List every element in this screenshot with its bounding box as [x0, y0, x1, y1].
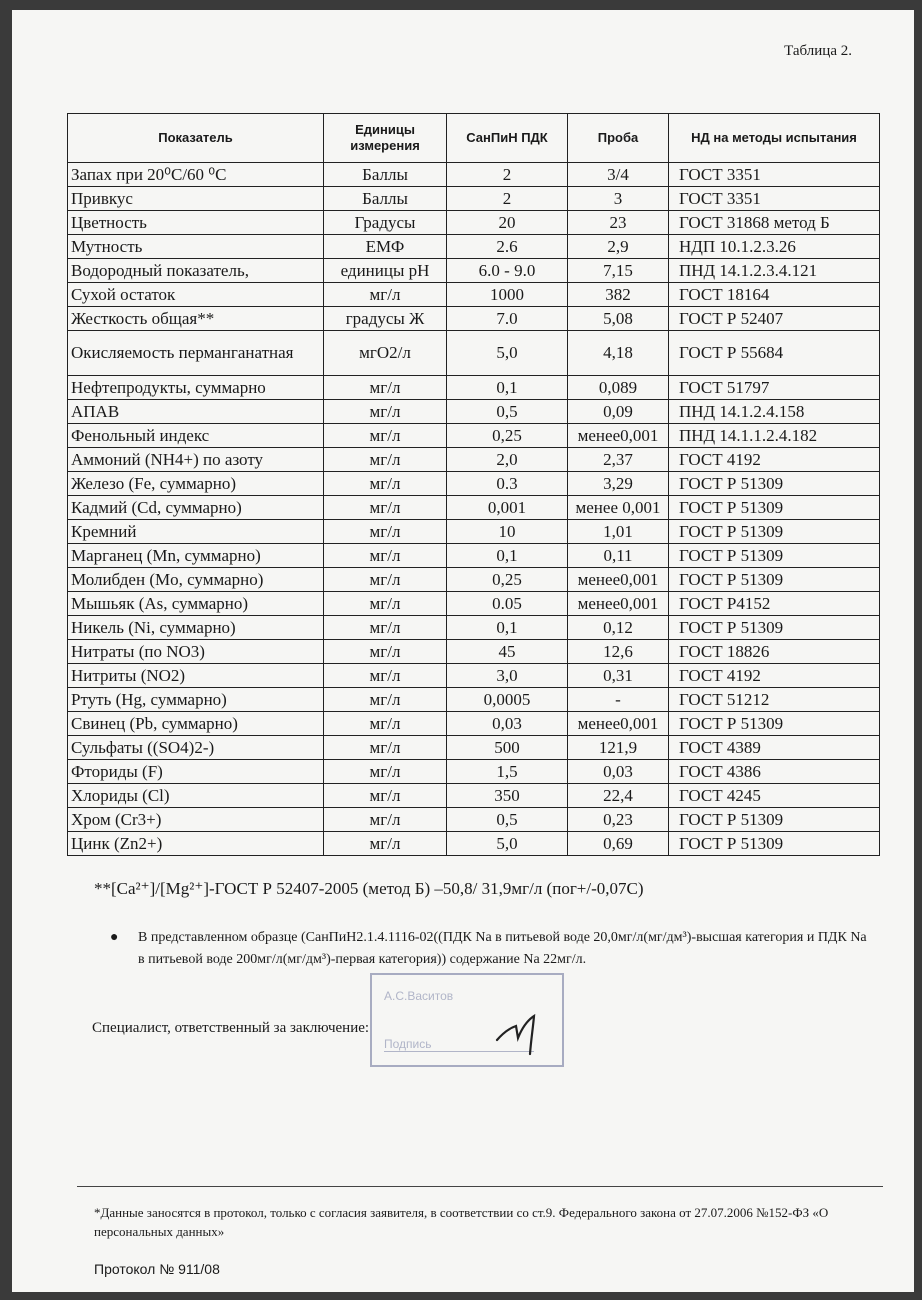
cell-pdk: 3,0	[447, 664, 568, 688]
table-label: Таблица 2.	[784, 43, 852, 59]
cell-unit: мг/л	[324, 808, 447, 832]
cell-sample: 5,08	[568, 307, 669, 331]
cell-method: ГОСТ Р 55684	[669, 331, 880, 376]
document-page	[12, 10, 914, 1292]
table-row	[68, 259, 880, 283]
cell-indicator: Мутность	[68, 235, 324, 259]
cell-indicator: Хром (Cr3+)	[68, 808, 324, 832]
cell-method: ГОСТ 4245	[669, 784, 880, 808]
cell-unit: мг/л	[324, 448, 447, 472]
cell-pdk: 0,1	[447, 376, 568, 400]
cell-method: ГОСТ 3351	[669, 163, 880, 187]
cell-method: ГОСТ 4389	[669, 736, 880, 760]
table-row	[68, 448, 880, 472]
cell-unit: мг/л	[324, 520, 447, 544]
cell-pdk: 5,0	[447, 331, 568, 376]
cell-method: ПНД 14.1.2.4.158	[669, 400, 880, 424]
cell-pdk: 0,25	[447, 424, 568, 448]
cell-sample: менее0,001	[568, 568, 669, 592]
cell-unit: мг/л	[324, 688, 447, 712]
cell-pdk: 0,5	[447, 400, 568, 424]
cell-pdk: 0,0005	[447, 688, 568, 712]
cell-sample: -	[568, 688, 669, 712]
table-row	[68, 808, 880, 832]
table-row	[68, 424, 880, 448]
table-body	[68, 163, 880, 856]
cell-unit: Баллы	[324, 163, 447, 187]
cell-sample: 0,31	[568, 664, 669, 688]
cell-unit: мг/л	[324, 376, 447, 400]
cell-sample: 0,03	[568, 760, 669, 784]
sodium-note	[110, 927, 870, 971]
header-indicator: Показатель	[68, 114, 324, 163]
cell-indicator: Кадмий (Cd, суммарно)	[68, 496, 324, 520]
cell-method: ГОСТ 51212	[669, 688, 880, 712]
table-row	[68, 568, 880, 592]
cell-indicator: Хлориды (Cl)	[68, 784, 324, 808]
cell-unit: мг/л	[324, 496, 447, 520]
cell-method: ГОСТ 31868 метод Б	[669, 211, 880, 235]
cell-sample: 0,11	[568, 544, 669, 568]
cell-unit: единицы pH	[324, 259, 447, 283]
cell-method: ГОСТ Р 51309	[669, 544, 880, 568]
cell-pdk: 2.6	[447, 235, 568, 259]
cell-method: ГОСТ 18826	[669, 640, 880, 664]
cell-unit: мг/л	[324, 544, 447, 568]
cell-indicator: Аммоний (NH4+) по азоту	[68, 448, 324, 472]
cell-pdk: 2,0	[447, 448, 568, 472]
cell-sample: менее0,001	[568, 424, 669, 448]
cell-indicator: Сульфаты ((SO4)2-)	[68, 736, 324, 760]
cell-sample: 22,4	[568, 784, 669, 808]
test-results-table	[67, 113, 880, 856]
cell-pdk: 500	[447, 736, 568, 760]
stamp-name: А.С.Васитов	[384, 989, 454, 1003]
cell-unit: мгО2/л	[324, 331, 447, 376]
cell-indicator: Сухой остаток	[68, 283, 324, 307]
cell-indicator: Запах при 20⁰С/60 ⁰С	[68, 163, 324, 187]
cell-indicator: Фториды (F)	[68, 760, 324, 784]
cell-pdk: 45	[447, 640, 568, 664]
cell-indicator: Цветность	[68, 211, 324, 235]
table-row	[68, 376, 880, 400]
table-row	[68, 544, 880, 568]
cell-pdk: 1000	[447, 283, 568, 307]
cell-sample: 3/4	[568, 163, 669, 187]
cell-unit: мг/л	[324, 640, 447, 664]
cell-indicator: Мышьяк (As, суммарно)	[68, 592, 324, 616]
cell-sample: 0,69	[568, 832, 669, 856]
cell-pdk: 5,0	[447, 832, 568, 856]
cell-sample: 23	[568, 211, 669, 235]
cell-method: ГОСТ 4192	[669, 448, 880, 472]
cell-method: ГОСТ 4192	[669, 664, 880, 688]
cell-method: ГОСТ Р 51309	[669, 472, 880, 496]
cell-method: НДП 10.1.2.3.26	[669, 235, 880, 259]
cell-sample: 2,37	[568, 448, 669, 472]
cell-unit: мг/л	[324, 283, 447, 307]
cell-method: ГОСТ Р 51309	[669, 568, 880, 592]
cell-pdk: 2	[447, 163, 568, 187]
protocol-number: Протокол № 911/08	[94, 1261, 220, 1277]
cell-method: ГОСТ Р 52407	[669, 307, 880, 331]
cell-pdk: 1,5	[447, 760, 568, 784]
cell-indicator: Марганец (Mn, суммарно)	[68, 544, 324, 568]
cell-sample: 0,09	[568, 400, 669, 424]
cell-pdk: 0.05	[447, 592, 568, 616]
table-header-row	[68, 114, 880, 163]
specialist-label: Специалист, ответственный за заключение:	[92, 1020, 370, 1036]
disclaimer: *Данные заносятся в протокол, только с согласия заявителя, в соответствии со ст.9. Федерального закона от 27.07.2006 №152-ФЗ «О персональных данных»	[94, 1205, 829, 1239]
cell-unit: Градусы	[324, 211, 447, 235]
cell-unit: мг/л	[324, 736, 447, 760]
header-sanpin: СанПиН ПДК	[447, 114, 568, 163]
cell-indicator: Молибден (Mo, суммарно)	[68, 568, 324, 592]
cell-indicator: АПАВ	[68, 400, 324, 424]
cell-method: ПНД 14.1.1.2.4.182	[669, 424, 880, 448]
cell-method: ГОСТ Р 51309	[669, 496, 880, 520]
table-row	[68, 640, 880, 664]
cell-sample: 0,089	[568, 376, 669, 400]
cell-unit: ЕМФ	[324, 235, 447, 259]
cell-sample: 2,9	[568, 235, 669, 259]
cell-method: ГОСТ Р 51309	[669, 808, 880, 832]
cell-indicator: Нитраты (по NO3)	[68, 640, 324, 664]
header-method: НД на методы испытания	[669, 114, 880, 163]
table-row	[68, 616, 880, 640]
cell-pdk: 0,03	[447, 712, 568, 736]
cell-indicator: Нефтепродукты, суммарно	[68, 376, 324, 400]
cell-sample: 0,12	[568, 616, 669, 640]
cell-unit: мг/л	[324, 616, 447, 640]
table-row	[68, 235, 880, 259]
table-row	[68, 736, 880, 760]
cell-indicator: Железо (Fe, суммарно)	[68, 472, 324, 496]
cell-indicator: Цинк (Zn2+)	[68, 832, 324, 856]
table-row	[68, 520, 880, 544]
table-row	[68, 187, 880, 211]
hardness-note: **[Ca²⁺]/[Mg²⁺]-ГОСТ Р 52407-2005 (метод Б) –50,8/ 31,9мг/л (пог+/-0,07С)	[94, 879, 644, 898]
cell-indicator: Кремний	[68, 520, 324, 544]
cell-pdk: 0,001	[447, 496, 568, 520]
cell-pdk: 7.0	[447, 307, 568, 331]
cell-unit: мг/л	[324, 784, 447, 808]
cell-sample: 382	[568, 283, 669, 307]
cell-method: ГОСТ 51797	[669, 376, 880, 400]
cell-method: ГОСТ Р 51309	[669, 616, 880, 640]
table-row	[68, 784, 880, 808]
cell-unit: градусы Ж	[324, 307, 447, 331]
cell-sample: 121,9	[568, 736, 669, 760]
cell-unit: мг/л	[324, 592, 447, 616]
cell-sample: 3,29	[568, 472, 669, 496]
cell-sample: 12,6	[568, 640, 669, 664]
table-row	[68, 307, 880, 331]
cell-pdk: 0,5	[447, 808, 568, 832]
table-row	[68, 688, 880, 712]
table-row	[68, 760, 880, 784]
divider	[77, 1186, 883, 1187]
cell-sample: 0,23	[568, 808, 669, 832]
table-row	[68, 331, 880, 376]
header-units: Единицы измерения	[324, 114, 447, 163]
cell-pdk: 20	[447, 211, 568, 235]
cell-sample: менее0,001	[568, 712, 669, 736]
table-row	[68, 283, 880, 307]
cell-unit: мг/л	[324, 760, 447, 784]
cell-indicator: Нитриты (NO2)	[68, 664, 324, 688]
cell-sample: 1,01	[568, 520, 669, 544]
cell-pdk: 10	[447, 520, 568, 544]
table-row	[68, 832, 880, 856]
cell-pdk: 0.3	[447, 472, 568, 496]
cell-indicator: Фенольный индекс	[68, 424, 324, 448]
cell-indicator: Никель (Ni, суммарно)	[68, 616, 324, 640]
signature-mark	[492, 1010, 552, 1060]
cell-unit: мг/л	[324, 832, 447, 856]
table-row	[68, 211, 880, 235]
cell-sample: 4,18	[568, 331, 669, 376]
cell-unit: мг/л	[324, 400, 447, 424]
cell-sample: менее 0,001	[568, 496, 669, 520]
sodium-note-text: В представленном образце (СанПиН2.1.4.1116-02((ПДК Na в питьевой воде 20,0мг/л(мг/дм³)-высшая категория и ПДК Na в питьевой воде 200мг/л(мг/дм³)-первая категория)) содержание Na 22мг/л.	[138, 930, 867, 967]
cell-unit: мг/л	[324, 568, 447, 592]
cell-indicator: Окисляемость перманганатная	[68, 331, 324, 376]
cell-indicator: Ртуть (Hg, суммарно)	[68, 688, 324, 712]
table-row	[68, 400, 880, 424]
cell-method: ГОСТ Р4152	[669, 592, 880, 616]
cell-sample: 7,15	[568, 259, 669, 283]
bullet-icon: ●	[110, 930, 119, 945]
cell-method: ГОСТ Р 51309	[669, 520, 880, 544]
table-row	[68, 592, 880, 616]
table-row	[68, 664, 880, 688]
cell-method: ПНД 14.1.2.3.4.121	[669, 259, 880, 283]
cell-pdk: 0,1	[447, 616, 568, 640]
cell-unit: Баллы	[324, 187, 447, 211]
cell-unit: мг/л	[324, 424, 447, 448]
cell-indicator: Жесткость общая**	[68, 307, 324, 331]
cell-pdk: 2	[447, 187, 568, 211]
cell-method: ГОСТ 4386	[669, 760, 880, 784]
cell-unit: мг/л	[324, 472, 447, 496]
cell-unit: мг/л	[324, 712, 447, 736]
cell-pdk: 6.0 - 9.0	[447, 259, 568, 283]
cell-pdk: 0,1	[447, 544, 568, 568]
cell-pdk: 0,25	[447, 568, 568, 592]
table-row	[68, 163, 880, 187]
cell-method: ГОСТ Р 51309	[669, 712, 880, 736]
cell-method: ГОСТ 18164	[669, 283, 880, 307]
table-row	[68, 496, 880, 520]
cell-method: ГОСТ Р 51309	[669, 832, 880, 856]
cell-method: ГОСТ 3351	[669, 187, 880, 211]
cell-sample: 3	[568, 187, 669, 211]
header-sample: Проба	[568, 114, 669, 163]
cell-unit: мг/л	[324, 664, 447, 688]
cell-indicator: Водородный показатель,	[68, 259, 324, 283]
cell-pdk: 350	[447, 784, 568, 808]
table-row	[68, 472, 880, 496]
cell-sample: менее0,001	[568, 592, 669, 616]
table-row	[68, 712, 880, 736]
cell-indicator: Свинец (Pb, суммарно)	[68, 712, 324, 736]
cell-indicator: Привкус	[68, 187, 324, 211]
stamp-signature-line: Подпись	[384, 1037, 534, 1052]
